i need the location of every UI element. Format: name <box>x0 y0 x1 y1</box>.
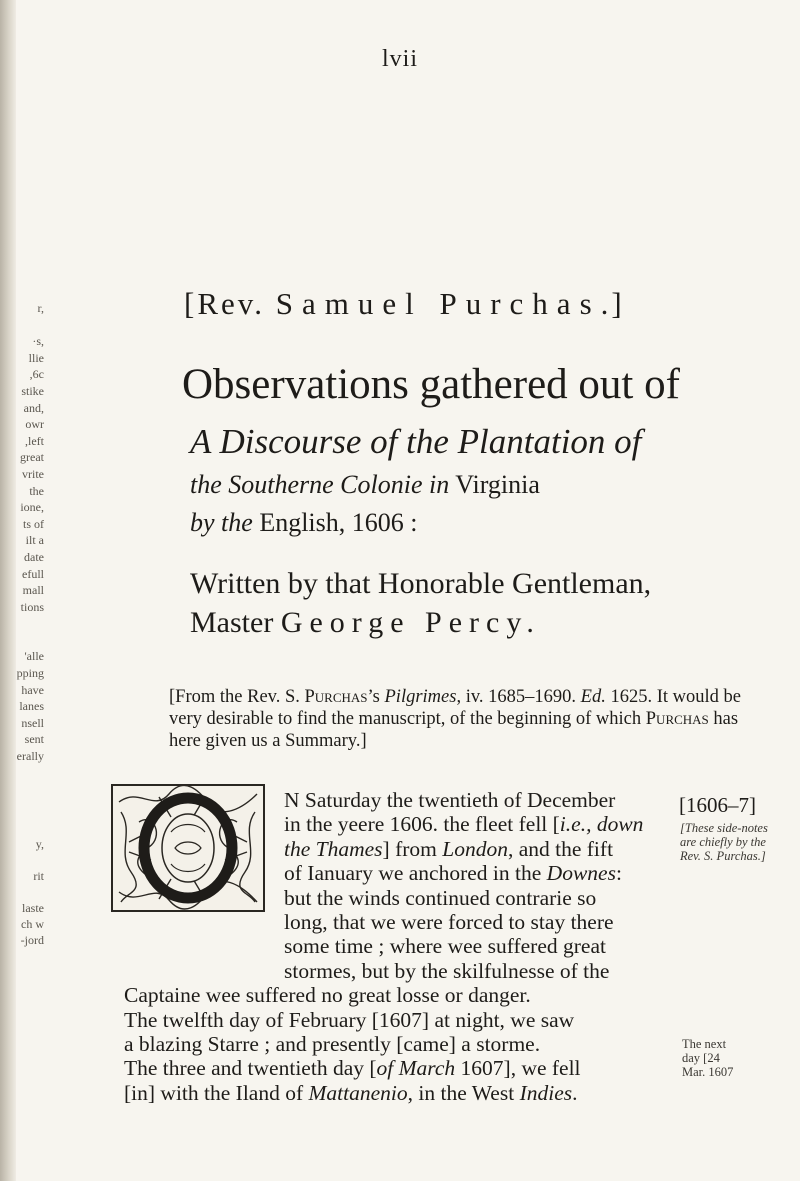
body-text-span: in the yeere 1606. the fleet fell [ <box>284 812 560 837</box>
master-prefix: Master <box>190 606 281 639</box>
subtitle-line-2 <box>190 470 540 500</box>
body-text-span: The three and twentieth day [ <box>124 1056 377 1081</box>
note-text: ’s <box>367 687 385 707</box>
body-line <box>124 1081 664 1105</box>
body-italic-span: of March <box>376 1056 456 1081</box>
body-line: a blazing Starre ; and presently [came] a storme. <box>124 1032 541 1057</box>
section-heading: Observations gathered out of <box>182 361 680 408</box>
gutter-fragment <box>14 852 44 868</box>
note-text: [From the Rev. S. <box>169 687 305 707</box>
gutter-fragment: great <box>20 450 44 465</box>
gutter-fragment: the <box>29 483 44 498</box>
gutter-fragment: 'alle <box>24 649 44 664</box>
gutter-fragment: lanes <box>19 699 44 714</box>
editor-note <box>169 686 749 752</box>
gutter-fragment <box>14 884 44 900</box>
body-text-span: , and the fift <box>507 836 614 861</box>
body-line <box>124 1056 664 1080</box>
body-text-span: of Ianuary we anchored in the <box>284 861 547 886</box>
subtitle-line-3-roman: English, 1606 : <box>252 508 418 537</box>
gutter-fragment: -jord <box>20 933 44 947</box>
author-name: Samuel Purchas <box>275 286 601 321</box>
body-text-span: ] from <box>382 836 443 861</box>
body-italic-span: Mattanenio <box>308 1080 408 1105</box>
gutter-fragment: nsell <box>21 715 44 730</box>
gutter-fragment: ts of <box>23 516 44 531</box>
gutter-fragment: pping <box>16 666 44 681</box>
body-italic-span: Indies <box>519 1080 573 1105</box>
note-text: 1625. It would be very desirable to find the manuscript, of the beginning of which <box>169 687 741 729</box>
body-italic-span: London <box>442 836 508 861</box>
page-number: lvii <box>381 46 418 72</box>
subtitle-line-2-italic: the Southerne Colonie in <box>190 470 450 499</box>
author-close: .] <box>600 286 625 321</box>
gutter-fragment: ione, <box>20 500 44 515</box>
gutter-fragment: erally <box>16 749 44 764</box>
body-italic-span: Downes <box>546 861 616 886</box>
body-line: stormes, but by the skilfulnesse of the <box>284 958 610 983</box>
gutter-fragment: y, <box>35 837 44 851</box>
subtitle-line-1: A Discourse of the Plantation of <box>190 422 642 461</box>
note-text: , iv. 1685–1690. <box>456 687 581 707</box>
margin-next-line: day [24 <box>682 1051 720 1065</box>
margin-next-line: Mar. 1607 <box>682 1065 734 1079</box>
gutter-text-fragments-upper <box>14 300 44 765</box>
subtitle-line-3 <box>190 508 417 538</box>
margin-next-day-note <box>682 1037 782 1079</box>
body-text-span: , in the West <box>407 1080 520 1105</box>
body-line <box>124 861 664 885</box>
margin-next-line: The next <box>682 1037 727 1051</box>
author-open: [Rev. <box>184 286 276 321</box>
gutter-fragment: laste <box>22 901 44 915</box>
gutter-fragment: mall <box>22 583 44 598</box>
gutter-fragment: sent <box>24 732 44 747</box>
gutter-fragment: vrite <box>22 466 44 481</box>
gutter-fragment: stike <box>21 383 44 398</box>
gutter-fragment <box>14 615 44 632</box>
note-text: has here given us a Summary.] <box>169 709 739 751</box>
gutter-fragment: efull <box>22 566 44 581</box>
written-by-line: Written by that Honorable Gentleman, <box>190 567 652 600</box>
gutter-fragment: and, <box>23 400 44 415</box>
body-text-span: . <box>572 1080 578 1105</box>
gutter-fragment <box>14 632 44 649</box>
body-paragraph <box>124 788 664 1105</box>
author-attribution <box>184 286 625 322</box>
note-book-title: Pilgrimes <box>384 687 457 707</box>
master-line <box>190 606 541 640</box>
body-text-span: : <box>615 861 622 886</box>
gutter-fragment: owr <box>25 417 44 432</box>
gutter-fragment: ,6c <box>29 367 44 382</box>
gutter-fragment: ilt a <box>25 533 44 548</box>
master-name: George Percy. <box>280 606 541 639</box>
body-line <box>124 837 664 861</box>
subtitle-line-2-roman: Virginia <box>449 470 540 499</box>
gutter-fragment: ,left <box>25 433 44 448</box>
note-purchas: Purchas <box>304 687 368 707</box>
body-text-span: [in] with the Iland of <box>124 1080 309 1105</box>
body-text-span: 1607], we fell <box>455 1056 581 1081</box>
body-line: some time ; where wee suffered great <box>284 934 606 959</box>
subtitle-line-3-italic: by the <box>190 508 253 537</box>
note-edition: Ed. <box>580 687 606 707</box>
body-italic-span: i.e., down <box>559 812 644 837</box>
gutter-fragment: ·s, <box>32 334 44 349</box>
gutter-fragment <box>14 317 44 334</box>
gutter-fragment: have <box>21 682 44 697</box>
body-line: but the winds continued contrarie so <box>284 885 597 910</box>
gutter-text-fragments-lower <box>14 836 44 948</box>
margin-date: [1606–7] <box>679 793 756 817</box>
gutter-fragment: r, <box>37 301 44 315</box>
gutter-fragment: tions <box>20 599 44 614</box>
margin-side-note: [These side-notes are chiefly by the Rev. S. Purchas.] <box>680 821 768 863</box>
body-line: The twelfth day of February [1607] at night, we saw <box>124 1007 575 1032</box>
body-italic-span: the Thames <box>284 836 383 861</box>
gutter-fragment: rit <box>33 869 44 883</box>
body-line: long, that we were forced to stay there <box>284 910 614 935</box>
body-line: N Saturday the twentieth of December <box>284 788 616 812</box>
note-purchas: Purchas <box>645 709 709 729</box>
gutter-fragment: llie <box>28 350 44 365</box>
gutter-fragment: date <box>24 549 44 564</box>
gutter-fragment: ch w <box>21 917 44 931</box>
body-line: Captaine wee suffered no great losse or danger. <box>124 983 531 1008</box>
body-line <box>124 812 664 836</box>
